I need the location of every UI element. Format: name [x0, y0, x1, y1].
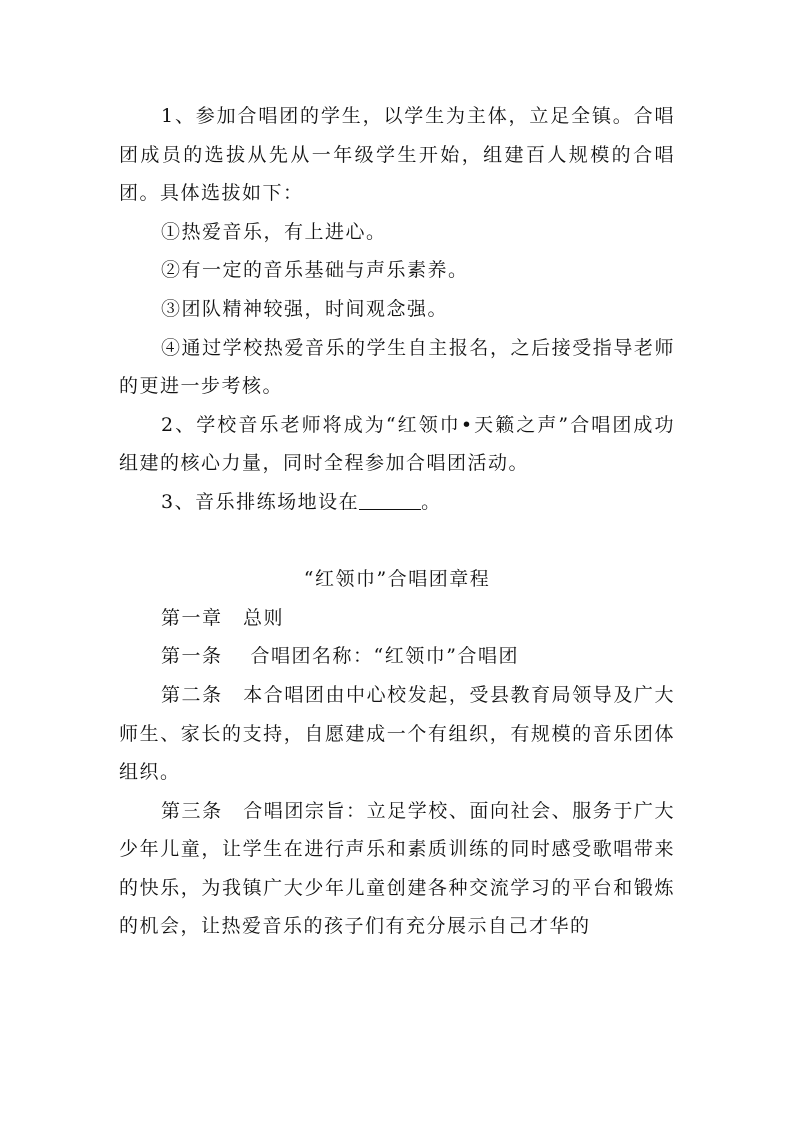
paragraph-rehearsal-venue	[119, 483, 675, 522]
selection-item-3: ③团队精神较强，时间观念强。	[161, 297, 449, 320]
section-spacer	[119, 522, 675, 561]
rehearsal-venue-text: 3、音乐排练场地设在	[161, 490, 360, 513]
selection-item-1: ①热爱音乐，有上进心。	[161, 220, 387, 243]
article-1: 第一条 合唱团名称：“红领巾”合唱团	[161, 645, 519, 668]
paragraph-member-selection: 1、参加合唱团的学生，以学生为主体，立足全镇。合唱团成员的选拔从先从一年级学生开始，组建百人规模的合唱团。具体选拔如下：	[119, 105, 675, 205]
document-body	[119, 97, 675, 946]
article-2: 第二条 本合唱团由中心校发起，受县教育局领导及广大师生、家长的支持，自愿建成一个有组织，有规模的音乐团体组织。	[119, 683, 675, 784]
selection-item-4: ④通过学校热爱音乐的学生自主报名，之后接受指导老师的更进一步考核。	[119, 336, 675, 398]
fill-in-blank-line	[359, 487, 421, 510]
rehearsal-venue-period: 。	[421, 490, 442, 513]
charter-title: “红领巾”合唱团章程	[303, 568, 491, 591]
chapter-heading: 第一章 总则	[161, 606, 285, 629]
selection-item-2: ②有一定的音乐基础与声乐素养。	[161, 259, 469, 282]
paragraph-music-teacher: 2、学校音乐老师将成为“红领巾•天籁之声”合唱团成功组建的核心力量，同时全程参加合唱团活动。	[119, 413, 675, 475]
article-3: 第三条 合唱团宗旨：立足学校、面向社会、服务于广大少年儿童，让学生在进行声乐和素质训练的同时感受歌唱带来的快乐，为我镇广大少年儿童创建各种交流学习的平台和锻炼的机会，让热爱音乐的孩子们有充分展示自己才华的	[119, 799, 675, 938]
